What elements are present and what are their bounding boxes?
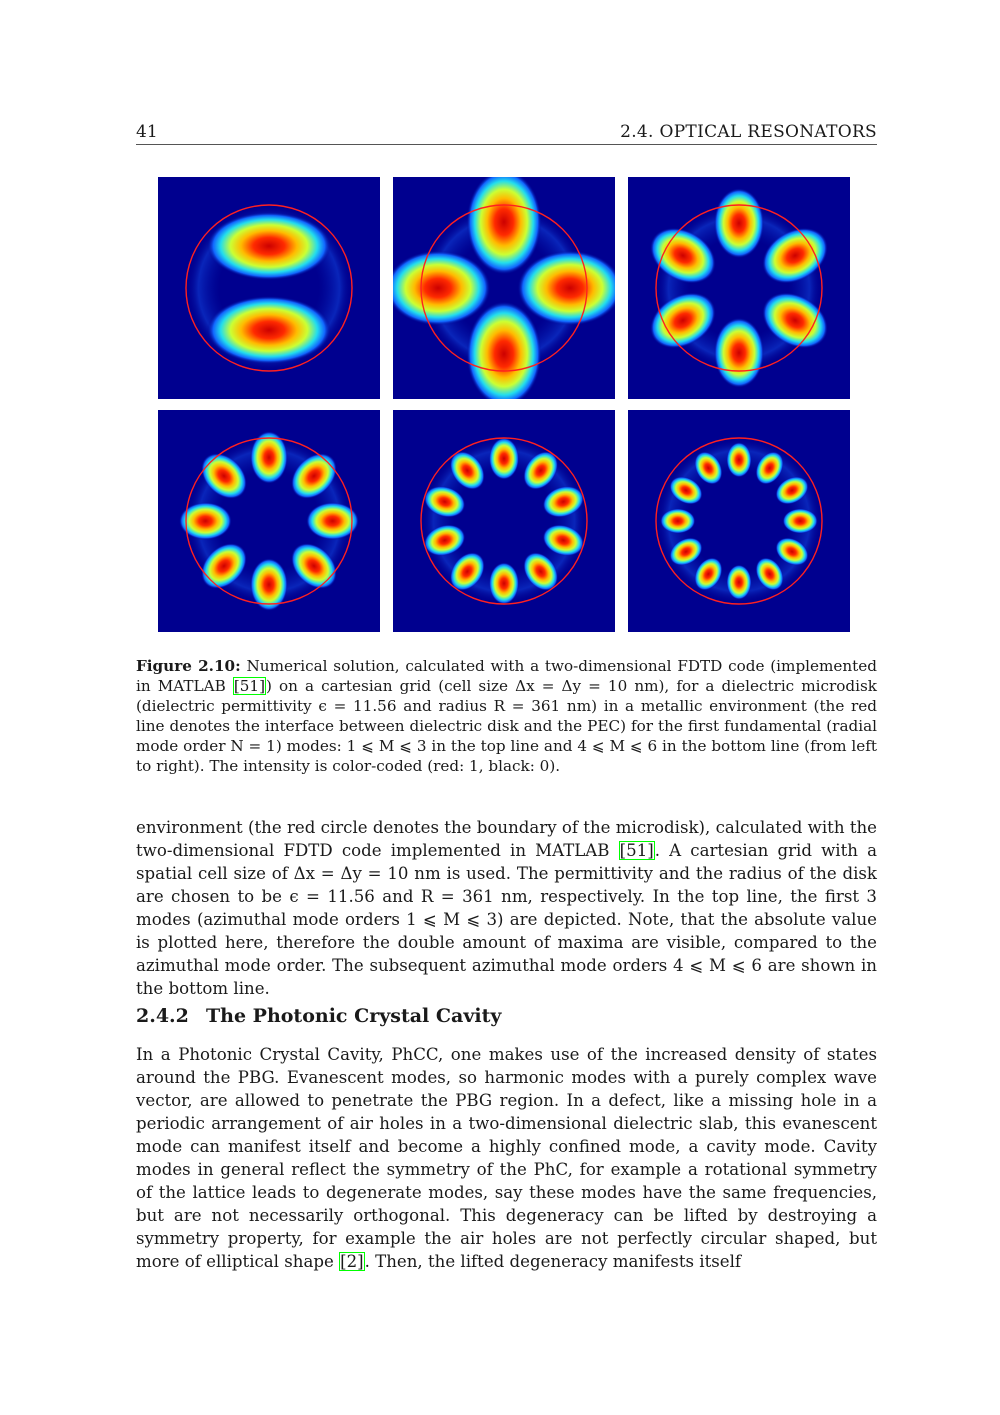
- field-maximum-lobe: [207, 296, 331, 364]
- section-title: The Photonic Crystal Cavity: [206, 1005, 502, 1027]
- field-maximum-lobe: [660, 509, 695, 534]
- mode-plot-m5: [393, 410, 615, 632]
- paragraph-2-text-2: . Then, the lifted degeneracy manifests itself: [364, 1252, 742, 1271]
- field-maximum-lobe: [489, 438, 519, 480]
- field-maximum-lobe: [714, 188, 764, 258]
- figure-caption: [136, 656, 877, 777]
- mode-plot-m2: [393, 177, 615, 399]
- body-paragraph-1: [136, 816, 877, 1000]
- paragraph-2-text-1: In a Photonic Crystal Cavity, PhCC, one makes use of the increased density of states around the PBG. Evanescent modes, so harmonic modes with a purely complex wave vector, are allowed to penetrate the PBG region. In a defect, like a missing hole in a periodic arrangement of air holes in a two-dimensional dielectric slab, this evanescent mode can manifest itself and become a highly confined mode, a cavity mode. Cavity modes in general reflect the symmetry of the PhC, for example a rotational symmetry of the lattice leads to degenerate modes, say these modes have the same frequencies, but are not necessarily orthogonal. This degeneracy can be lifted by destroying a symmetry property, for example the air holes are not perfectly circular shaped, but more of elliptical shape: [136, 1045, 877, 1271]
- caption-text-2: ) on a cartesian grid (cell size Δx = Δy = 10 nm), for a dielectric microdisk (dielectric permittivity ϵ = 11.56 and radius R = 361 nm) in a metallic environment (the red line denotes the interface between dielectric disk and the PEC) for the first fundamental (radial mode order N = 1) modes: 1 ⩽ M ⩽ 3 in the top line and 4 ⩽ M ⩽ 6 in the bottom line (from left to right). The intensity is color-coded (red: 1, black: 0).: [136, 677, 877, 776]
- mode-panel-m4: [158, 410, 380, 632]
- citation-link-51[interactable]: [51]: [619, 841, 654, 860]
- mode-panel-m1: [158, 177, 380, 399]
- caption-text-1: Numerical solution, calculated with a two-dimensional FDTD code (implemented in MATLAB: [136, 657, 877, 696]
- section-heading: [136, 1005, 877, 1027]
- mode-panel-m3: [628, 177, 850, 399]
- figure-label: Figure 2.10:: [136, 657, 241, 675]
- field-maximum-lobe: [727, 442, 752, 477]
- citation-link-2[interactable]: [2]: [340, 1252, 364, 1271]
- field-maximum-lobe: [489, 562, 519, 604]
- field-maximum-lobe: [783, 509, 818, 534]
- page-number: 41: [136, 122, 158, 142]
- field-maximum-lobe: [714, 318, 764, 388]
- mode-field-figure: [158, 177, 850, 632]
- mode-panel-m2: [393, 177, 615, 399]
- paragraph-1-text-2: . A cartesian grid with a spatial cell size of Δx = Δy = 10 nm is used. The permittivity and the radius of the disk are chosen to be ϵ = 11.56 and R = 361 nm, respectively. In the top line, the first 3 modes (azimuthal mode orders 1 ⩽ M ⩽ 3) are depicted. Note, that the absolute value is plotted here, therefore the double amount of maxima are visible, compared to the azimuthal mode order. The subsequent azimuthal mode orders 4 ⩽ M ⩽ 6 are shown in the bottom line.: [136, 841, 878, 998]
- paragraph-1-text-1: environment (the red circle denotes the boundary of the microdisk), calculated with the two-dimensional FDTD code implemented in MATLAB: [136, 818, 877, 860]
- mode-panel-m6: [628, 410, 850, 632]
- field-maximum-lobe: [727, 565, 752, 600]
- running-header: [136, 120, 877, 145]
- citation-link-51[interactable]: [51]: [233, 677, 265, 696]
- mode-panel-m5: [393, 410, 615, 632]
- section-number: 2.4.2: [136, 1005, 189, 1027]
- mode-plot-m6: [628, 410, 850, 632]
- field-maximum-lobe: [207, 212, 331, 280]
- mode-plot-m3: [628, 177, 850, 399]
- mode-plot-m1: [158, 177, 380, 399]
- section-running-title: 2.4. OPTICAL RESONATORS: [620, 122, 877, 142]
- mode-plot-m4: [158, 410, 380, 632]
- body-paragraph-2: [136, 1043, 877, 1273]
